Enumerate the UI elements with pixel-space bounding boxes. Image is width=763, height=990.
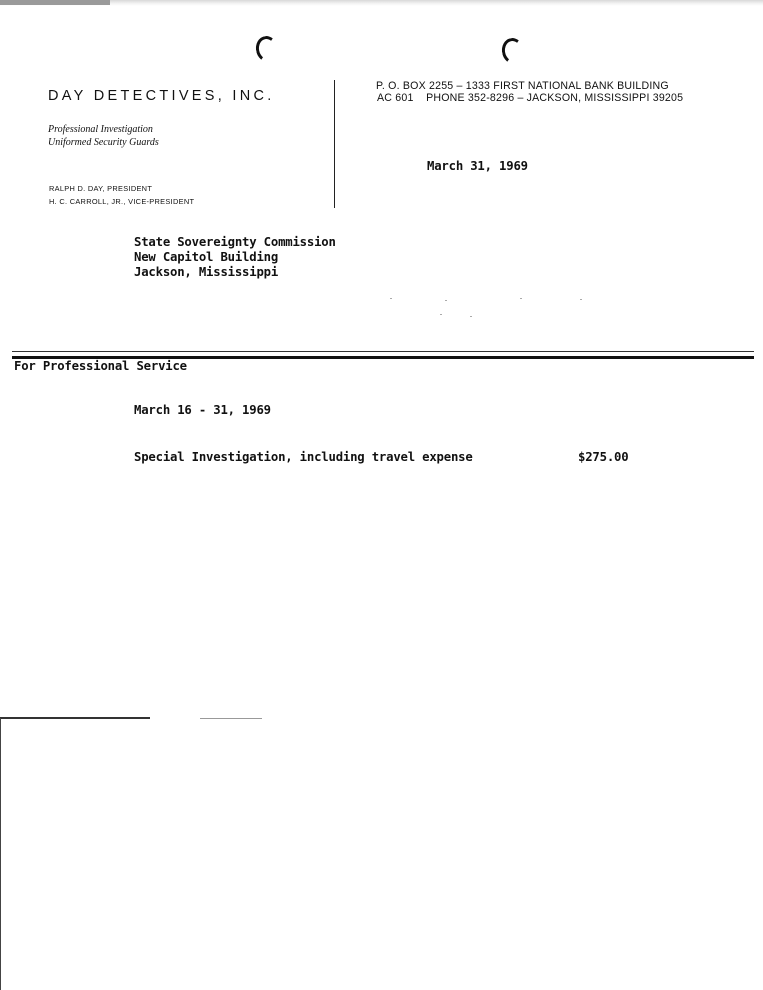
service-period: March 16 - 31, 1969 [134,403,271,417]
scan-speck [580,299,582,300]
tagline-security: Uniformed Security Guards [48,137,159,148]
letter-date: March 31, 1969 [427,159,528,173]
scan-speck [390,298,392,299]
scan-left-edge [0,718,1,990]
recipient-line: New Capitol Building [134,250,279,264]
address-line-1: P. O. BOX 2255 – 1333 FIRST NATIONAL BANK BUILDING [376,80,669,92]
section-rule-thin [12,351,754,352]
scan-speck [445,300,447,301]
recipient-line: State Sovereignty Commission [134,235,336,249]
scan-speck [440,314,442,315]
letterhead-divider [334,80,335,208]
officer-vice-president: H. C. CARROLL, JR., VICE-PRESIDENT [49,197,195,206]
address-line-2: AC 601 PHONE 352-8296 – JACKSON, MISSISSIPPI 39205 [377,92,684,104]
scan-top-edge-dark [0,0,110,5]
recipient-address [134,235,336,280]
invoice-heading: For Professional Service [14,359,187,373]
binder-hole-mark-right [500,36,526,65]
scan-bottom-line [0,717,150,719]
tagline-investigation: Professional Investigation [48,124,153,135]
line-item-description: Special Investigation, including travel expense [134,450,473,464]
scan-top-edge [0,0,763,6]
binder-hole-mark-left [254,34,280,63]
scan-bottom-line-faint [200,718,262,719]
company-name: DAY DETECTIVES, INC. [48,88,275,104]
recipient-line: Jackson, Mississippi [134,265,279,279]
officer-president: RALPH D. DAY, PRESIDENT [49,184,153,193]
scan-speck [470,316,472,317]
scan-speck [520,298,522,299]
line-item-amount: $275.00 [578,450,629,464]
